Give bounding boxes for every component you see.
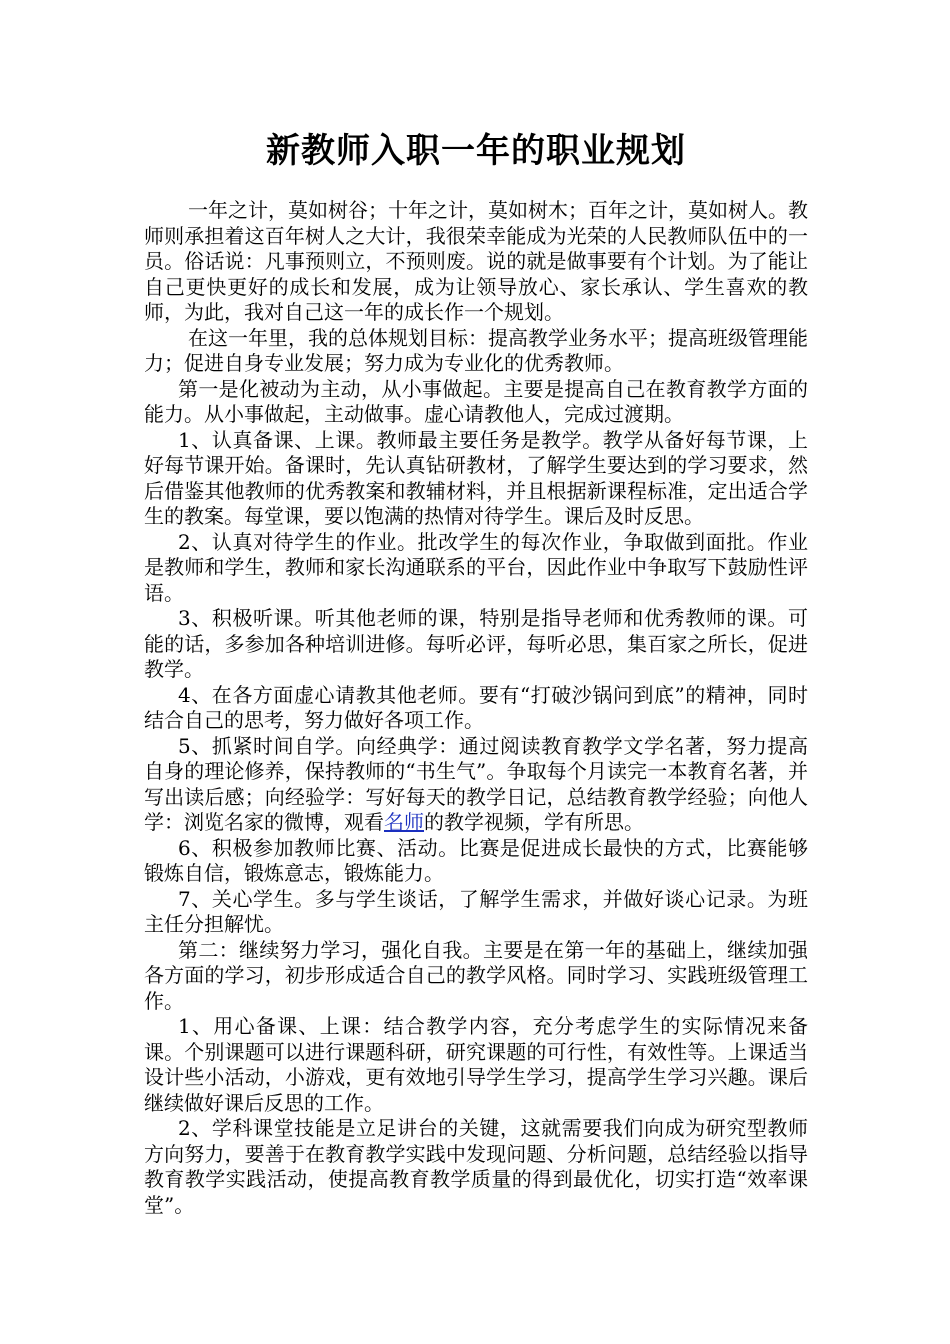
paragraph-stage-two-item-2: 2、学科课堂技能是立足讲台的关键，这就需要我们向成为研究型教师方向努力，要善于在教育教学实践中发现问题、分析问题，总结经验以指导教育教学实践活动，使提高教育教学质量的得到最优化，切实打造“效率课堂”。 <box>144 1116 808 1217</box>
paragraph-stage-two-item-1: 1、用心备课、上课：结合教学内容，充分考虑学生的实际情况来备课。个别课题可以进行课题科研，研究课题的可行性，有效性等。上课适当设计些小活动，小游戏，更有效地引导学生学习，提高学生学习兴趣。课后继续做好课后反思的工作。 <box>144 1014 808 1115</box>
document-title: 新教师入职一年的职业规划 <box>266 131 686 171</box>
paragraph-item-5-text-before: 5、抓紧时间自学。向经典学：通过阅读教育教学文学名著，努力提高自身的理论修养，保持教师的“书生气”。争取每个月读完一本教育名著，并写出读后感；向经验学：写好每天的教学日记，总结教育教学经验；向他人学：浏览名家的微博，观看 <box>144 733 808 834</box>
paragraph-item-4: 4、在各方面虚心请教其他老师。要有“打破沙锅问到底”的精神，同时结合自己的思考，努力做好各项工作。 <box>144 682 808 732</box>
paragraph-item-5-text-after: 的教学视频，学有所思。 <box>424 810 644 834</box>
paragraph-item-6: 6、积极参加教师比赛、活动。比赛是促进成长最快的方式，比赛能够锻炼自信，锻炼意志，锻炼能力。 <box>144 835 808 885</box>
paragraph-item-5 <box>144 734 808 836</box>
paragraph-stage-one: 第一是化被动为主动，从小事做起。主要是提高自己在教育教学方面的能力。从小事做起，主动做事。虚心请教他人，完成过渡期。 <box>144 376 808 426</box>
paragraph-item-1: 1、认真备课、上课。教师最主要任务是教学。教学从备好每节课，上好每节课开始。备课时，先认真钻研教材，了解学生要达到的学习要求，然后借鉴其他教师的优秀教案和教辅材料，并且根据新课程标准，定出适合学生的教案。每堂课，要以饱满的热情对待学生。课后及时反思。 <box>144 427 808 528</box>
paragraph-stage-two: 第二：继续努力学习，强化自我。主要是在第一年的基础上，继续加强各方面的学习，初步形成适合自己的教学风格。同时学习、实践班级管理工作。 <box>144 937 808 1013</box>
paragraph-item-7: 7、关心学生。多与学生谈话，了解学生需求，并做好谈心记录。为班主任分担解忧。 <box>144 886 808 936</box>
document-page <box>144 128 808 1218</box>
paragraph-item-2: 2、认真对待学生的作业。批改学生的每次作业，争取做到面批。作业是教师和学生，教师和家长沟通联系的平台，因此作业中争取写下鼓励性评语。 <box>144 529 808 605</box>
famous-teacher-link[interactable]: 名师 <box>384 810 424 834</box>
paragraph-intro: 一年之计，莫如树谷；十年之计，莫如树木；百年之计，莫如树人。教师则承担着这百年树人之大计，我很荣幸能成为光荣的人民教师队伍中的一员。俗话说：凡事预则立，不预则废。说的就是做事要有个计划。为了能让自己更快更好的成长和发展，成为让领导放心、家长承认、学生喜欢的教师，为此，我对自己这一年的成长作一个规划。 <box>144 198 808 324</box>
paragraph-overall-goal: 在这一年里，我的总体规划目标：提高教学业务水平；提高班级管理能力；促进自身专业发展；努力成为专业化的优秀教师。 <box>144 325 808 375</box>
paragraph-item-3: 3、积极听课。听其他老师的课，特别是指导老师和优秀教师的课。可能的话，多参加各种培训进修。每听必评，每听必思，集百家之所长，促进教学。 <box>144 606 808 681</box>
